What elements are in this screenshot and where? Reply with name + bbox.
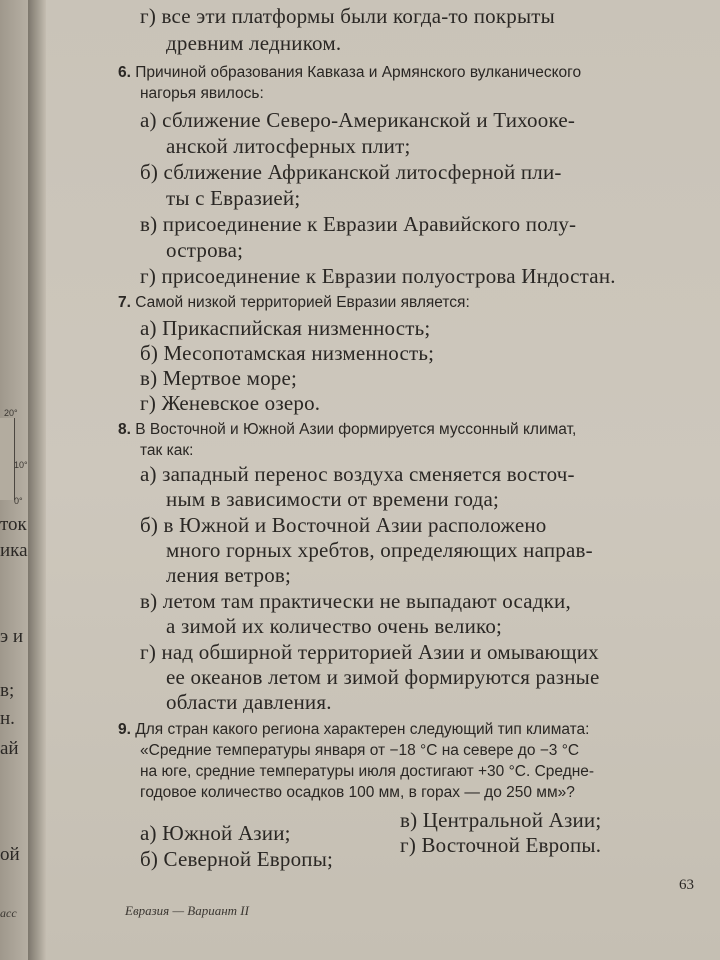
question-number: 9. <box>118 721 131 738</box>
page-number: 63 <box>679 877 694 893</box>
answer-option-a: а) западный перенос воздуха сменяется восточ- <box>140 462 575 486</box>
answer-option-d: ее океанов летом и зимой формируются разные <box>166 665 600 689</box>
answer-option-b: ления ветров; <box>166 563 292 587</box>
question-text: Самой низкой территорией Евразии является: <box>135 294 470 311</box>
answer-option-b: б) сближение Африканской литосферной пли- <box>140 160 562 184</box>
answer-option-b: б) в Южной и Восточной Азии расположено <box>140 513 547 537</box>
book-gutter <box>28 0 46 960</box>
question-number: 7. <box>118 294 131 311</box>
answer-option-c: а зимой их количество очень велико; <box>166 614 503 638</box>
question-7-text <box>118 295 470 311</box>
question-text: годовое количество осадков 100 мм, в горах — до 250 мм»? <box>140 784 575 801</box>
running-footer-title: Евразия — Вариант II <box>125 903 249 918</box>
left-page-word: э и <box>0 626 24 647</box>
question-8-text <box>118 422 576 438</box>
answer-option-b: б) Северной Европы; <box>140 847 334 871</box>
left-page-word: ай <box>0 738 19 759</box>
question-number: 6. <box>118 64 131 81</box>
left-page-word: в; <box>0 680 15 701</box>
axis-tick-label: 10° <box>14 460 28 470</box>
right-page <box>46 0 720 960</box>
axis-tick-label: 20° <box>4 408 18 418</box>
answer-option-a: а) сближение Северо-Американской и Тихооке- <box>140 108 576 132</box>
answer-option-d: г) присоединение к Евразии полуострова Индостан. <box>140 264 616 288</box>
answer-option-b: много горных хребтов, определяющих направ- <box>166 538 593 562</box>
axis-tick-label: 0° <box>14 496 23 506</box>
map-figure-fragment <box>0 418 15 500</box>
answer-option-c: в) присоединение к Евразии Аравийского полу- <box>140 212 577 236</box>
answer-option-a: а) Прикаспийская низменность; <box>140 316 431 340</box>
answer-option-d: г) Женевское озеро. <box>140 391 321 415</box>
answer-option-a: анской литосферных плит; <box>166 134 411 158</box>
left-page-word: н. <box>0 708 15 729</box>
left-page-word: ика <box>0 540 28 561</box>
answer-option-c: в) летом там практически не выпадают осадки, <box>140 589 571 613</box>
answer-option-c: в) Центральной Азии; <box>400 808 602 832</box>
left-page-word: ток <box>0 514 27 535</box>
question-text: на юге, средние температуры июля достигают +30 °С. Средне- <box>140 763 595 780</box>
answer-option-line: г) все эти платформы были когда-то покрыты <box>140 4 555 28</box>
answer-option-c: в) Мертвое море; <box>140 366 298 390</box>
left-page-footer-fragment: асс <box>0 906 17 920</box>
answer-option-a: а) Южной Азии; <box>140 821 291 845</box>
question-number: 8. <box>118 421 131 438</box>
question-text: Причиной образования Кавказа и Армянского вулканического <box>135 64 582 81</box>
question-text: «Средние температуры января от −18 °С на севере до −3 °С <box>140 742 580 759</box>
question-text: нагорья явилось: <box>140 85 264 102</box>
answer-option-d: области давления. <box>166 690 332 714</box>
question-6-text <box>118 65 581 81</box>
answer-option-b: б) Месопотамская низменность; <box>140 341 435 365</box>
answer-option-c: острова; <box>166 238 244 262</box>
question-text: Для стран какого региона характерен следующий тип климата: <box>135 721 590 738</box>
answer-option-a: ным в зависимости от времени года; <box>166 487 500 511</box>
left-page-word: ой <box>0 844 20 865</box>
left-page-edge <box>0 0 30 960</box>
answer-option-d: г) над обширной территорией Азии и омывающих <box>140 640 599 664</box>
answer-option-d: г) Восточной Европы. <box>400 833 602 857</box>
question-9-text <box>118 722 589 738</box>
question-text: так как: <box>140 442 194 459</box>
answer-option-b: ты с Евразией; <box>166 186 301 210</box>
answer-option-line: древним ледником. <box>166 31 342 55</box>
question-text: В Восточной и Южной Азии формируется муссонный климат, <box>135 421 577 438</box>
